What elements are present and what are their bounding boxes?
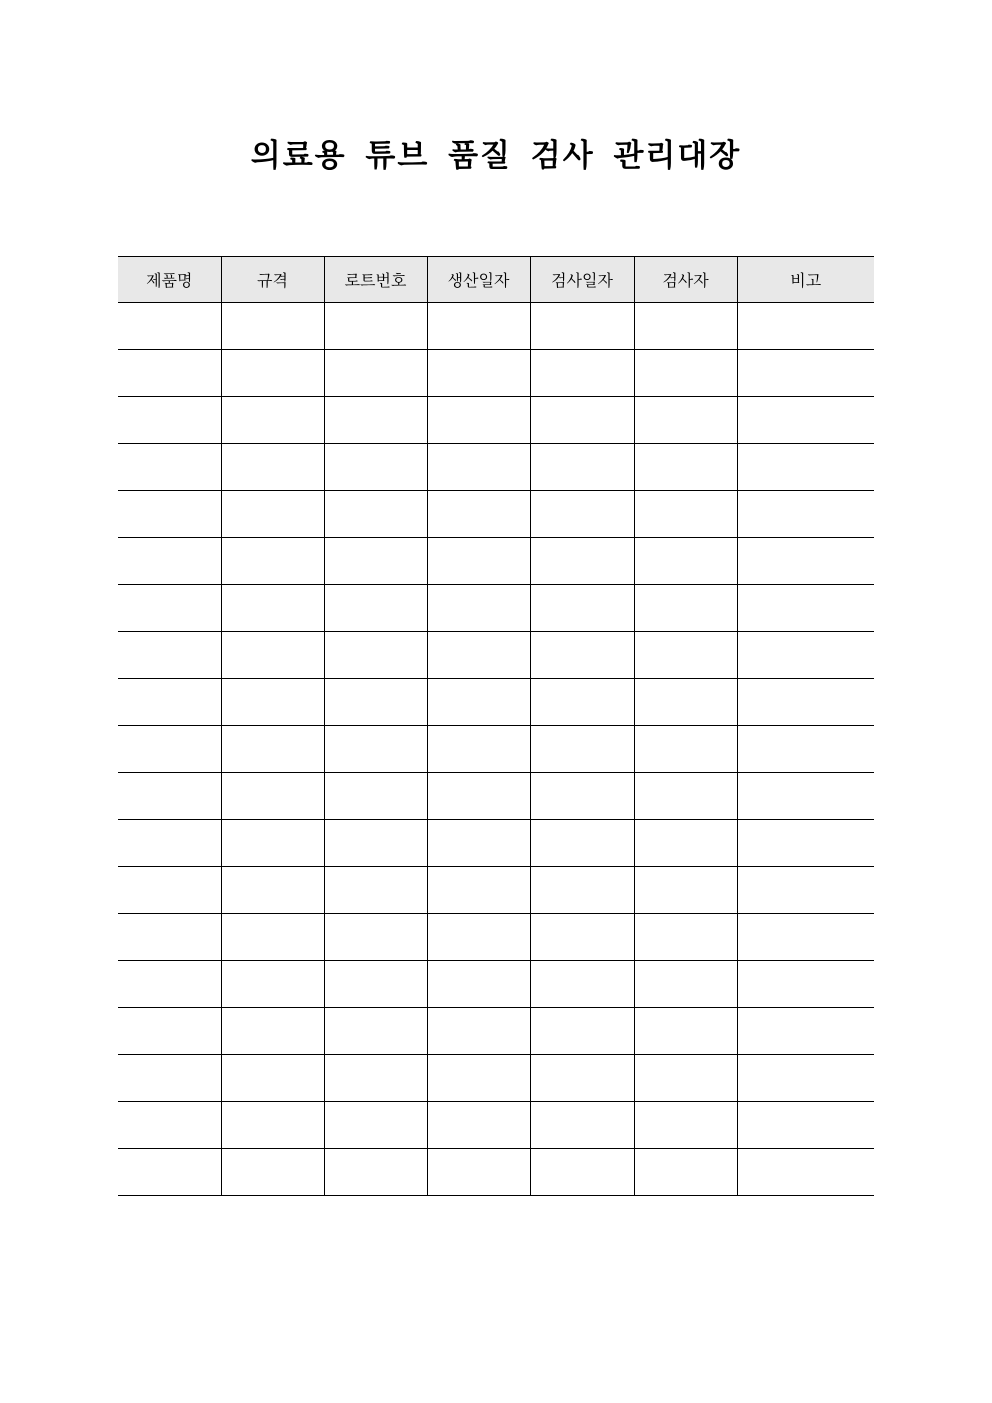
cell-production-date[interactable] bbox=[427, 1102, 530, 1149]
cell-inspection-date[interactable] bbox=[530, 867, 634, 914]
cell-lot-number[interactable] bbox=[324, 538, 427, 585]
cell-specification[interactable] bbox=[221, 867, 324, 914]
cell-production-date[interactable] bbox=[427, 679, 530, 726]
table-row bbox=[118, 773, 874, 820]
cell-production-date[interactable] bbox=[427, 820, 530, 867]
cell-remarks[interactable] bbox=[737, 1102, 874, 1149]
cell-inspector[interactable] bbox=[634, 444, 737, 491]
cell-production-date[interactable] bbox=[427, 303, 530, 350]
header-lot-number: 로트번호 bbox=[324, 257, 427, 303]
cell-specification[interactable] bbox=[221, 914, 324, 961]
cell-lot-number[interactable] bbox=[324, 726, 427, 773]
cell-remarks[interactable] bbox=[737, 1149, 874, 1196]
cell-product-name[interactable] bbox=[118, 1055, 221, 1102]
cell-inspector[interactable] bbox=[634, 538, 737, 585]
cell-inspection-date[interactable] bbox=[530, 1149, 634, 1196]
table-row bbox=[118, 585, 874, 632]
header-inspector: 검사자 bbox=[634, 257, 737, 303]
cell-product-name[interactable] bbox=[118, 632, 221, 679]
cell-production-date[interactable] bbox=[427, 1149, 530, 1196]
cell-lot-number[interactable] bbox=[324, 350, 427, 397]
cell-specification[interactable] bbox=[221, 538, 324, 585]
cell-inspector[interactable] bbox=[634, 1008, 737, 1055]
cell-inspector[interactable] bbox=[634, 632, 737, 679]
cell-product-name[interactable] bbox=[118, 773, 221, 820]
cell-lot-number[interactable] bbox=[324, 491, 427, 538]
table-row bbox=[118, 726, 874, 773]
header-remarks: 비고 bbox=[737, 257, 874, 303]
table-row bbox=[118, 444, 874, 491]
cell-product-name[interactable] bbox=[118, 1149, 221, 1196]
cell-specification[interactable] bbox=[221, 444, 324, 491]
table-row bbox=[118, 1149, 874, 1196]
cell-inspection-date[interactable] bbox=[530, 773, 634, 820]
cell-inspection-date[interactable] bbox=[530, 1055, 634, 1102]
table-row bbox=[118, 397, 874, 444]
cell-production-date[interactable] bbox=[427, 726, 530, 773]
cell-lot-number[interactable] bbox=[324, 585, 427, 632]
header-product-name: 제품명 bbox=[118, 257, 221, 303]
cell-lot-number[interactable] bbox=[324, 867, 427, 914]
cell-product-name[interactable] bbox=[118, 303, 221, 350]
cell-product-name[interactable] bbox=[118, 491, 221, 538]
cell-inspection-date[interactable] bbox=[530, 679, 634, 726]
cell-specification[interactable] bbox=[221, 585, 324, 632]
cell-inspector[interactable] bbox=[634, 350, 737, 397]
cell-inspector[interactable] bbox=[634, 726, 737, 773]
cell-product-name[interactable] bbox=[118, 585, 221, 632]
header-row bbox=[118, 257, 874, 303]
cell-lot-number[interactable] bbox=[324, 1055, 427, 1102]
cell-production-date[interactable] bbox=[427, 538, 530, 585]
cell-lot-number[interactable] bbox=[324, 820, 427, 867]
cell-remarks[interactable] bbox=[737, 1008, 874, 1055]
cell-specification[interactable] bbox=[221, 397, 324, 444]
cell-inspection-date[interactable] bbox=[530, 1008, 634, 1055]
cell-lot-number[interactable] bbox=[324, 397, 427, 444]
cell-product-name[interactable] bbox=[118, 1008, 221, 1055]
cell-production-date[interactable] bbox=[427, 867, 530, 914]
cell-production-date[interactable] bbox=[427, 350, 530, 397]
cell-remarks[interactable] bbox=[737, 491, 874, 538]
cell-remarks[interactable] bbox=[737, 632, 874, 679]
cell-remarks[interactable] bbox=[737, 397, 874, 444]
cell-remarks[interactable] bbox=[737, 538, 874, 585]
cell-inspector[interactable] bbox=[634, 679, 737, 726]
cell-lot-number[interactable] bbox=[324, 773, 427, 820]
cell-lot-number[interactable] bbox=[324, 914, 427, 961]
cell-specification[interactable] bbox=[221, 773, 324, 820]
table-row bbox=[118, 538, 874, 585]
cell-specification[interactable] bbox=[221, 1102, 324, 1149]
cell-lot-number[interactable] bbox=[324, 444, 427, 491]
cell-product-name[interactable] bbox=[118, 726, 221, 773]
cell-remarks[interactable] bbox=[737, 303, 874, 350]
cell-product-name[interactable] bbox=[118, 350, 221, 397]
cell-product-name[interactable] bbox=[118, 397, 221, 444]
cell-inspection-date[interactable] bbox=[530, 303, 634, 350]
table-row bbox=[118, 303, 874, 350]
cell-production-date[interactable] bbox=[427, 444, 530, 491]
page-title: 의료용 튜브 품질 검사 관리대장 bbox=[250, 138, 742, 174]
cell-remarks[interactable] bbox=[737, 773, 874, 820]
inspection-ledger-table bbox=[118, 256, 874, 1196]
cell-specification[interactable] bbox=[221, 350, 324, 397]
table-row bbox=[118, 867, 874, 914]
cell-inspector[interactable] bbox=[634, 961, 737, 1008]
cell-specification[interactable] bbox=[221, 679, 324, 726]
cell-product-name[interactable] bbox=[118, 820, 221, 867]
cell-product-name[interactable] bbox=[118, 961, 221, 1008]
table-row bbox=[118, 632, 874, 679]
table-row bbox=[118, 1055, 874, 1102]
cell-production-date[interactable] bbox=[427, 585, 530, 632]
cell-product-name[interactable] bbox=[118, 444, 221, 491]
cell-production-date[interactable] bbox=[427, 491, 530, 538]
cell-specification[interactable] bbox=[221, 1055, 324, 1102]
cell-specification[interactable] bbox=[221, 632, 324, 679]
cell-specification[interactable] bbox=[221, 1149, 324, 1196]
table-row bbox=[118, 350, 874, 397]
cell-remarks[interactable] bbox=[737, 679, 874, 726]
table-row bbox=[118, 1008, 874, 1055]
table-row bbox=[118, 491, 874, 538]
cell-lot-number[interactable] bbox=[324, 679, 427, 726]
table-row bbox=[118, 820, 874, 867]
cell-inspection-date[interactable] bbox=[530, 491, 634, 538]
cell-remarks[interactable] bbox=[737, 820, 874, 867]
cell-remarks[interactable] bbox=[737, 444, 874, 491]
cell-lot-number[interactable] bbox=[324, 961, 427, 1008]
cell-production-date[interactable] bbox=[427, 397, 530, 444]
cell-lot-number[interactable] bbox=[324, 1102, 427, 1149]
cell-inspection-date[interactable] bbox=[530, 538, 634, 585]
cell-production-date[interactable] bbox=[427, 961, 530, 1008]
header-inspection-date: 검사일자 bbox=[530, 257, 634, 303]
cell-specification[interactable] bbox=[221, 961, 324, 1008]
cell-inspector[interactable] bbox=[634, 491, 737, 538]
table-row bbox=[118, 914, 874, 961]
cell-production-date[interactable] bbox=[427, 914, 530, 961]
cell-inspection-date[interactable] bbox=[530, 350, 634, 397]
cell-production-date[interactable] bbox=[427, 773, 530, 820]
cell-production-date[interactable] bbox=[427, 632, 530, 679]
cell-inspector[interactable] bbox=[634, 1149, 737, 1196]
cell-remarks[interactable] bbox=[737, 350, 874, 397]
cell-inspection-date[interactable] bbox=[530, 1102, 634, 1149]
cell-specification[interactable] bbox=[221, 491, 324, 538]
cell-production-date[interactable] bbox=[427, 1055, 530, 1102]
cell-inspector[interactable] bbox=[634, 820, 737, 867]
cell-product-name[interactable] bbox=[118, 679, 221, 726]
cell-inspection-date[interactable] bbox=[530, 585, 634, 632]
table-row bbox=[118, 679, 874, 726]
cell-product-name[interactable] bbox=[118, 914, 221, 961]
cell-remarks[interactable] bbox=[737, 961, 874, 1008]
cell-remarks[interactable] bbox=[737, 914, 874, 961]
cell-specification[interactable] bbox=[221, 726, 324, 773]
cell-lot-number[interactable] bbox=[324, 1149, 427, 1196]
cell-specification[interactable] bbox=[221, 820, 324, 867]
cell-inspection-date[interactable] bbox=[530, 820, 634, 867]
cell-inspector[interactable] bbox=[634, 914, 737, 961]
cell-lot-number[interactable] bbox=[324, 303, 427, 350]
header-specification: 규격 bbox=[221, 257, 324, 303]
cell-inspector[interactable] bbox=[634, 397, 737, 444]
table-row bbox=[118, 961, 874, 1008]
cell-specification[interactable] bbox=[221, 1008, 324, 1055]
table-body bbox=[118, 303, 874, 1196]
cell-product-name[interactable] bbox=[118, 867, 221, 914]
cell-lot-number[interactable] bbox=[324, 632, 427, 679]
cell-product-name[interactable] bbox=[118, 1102, 221, 1149]
cell-inspection-date[interactable] bbox=[530, 726, 634, 773]
cell-inspection-date[interactable] bbox=[530, 632, 634, 679]
cell-inspector[interactable] bbox=[634, 1055, 737, 1102]
table-row bbox=[118, 1102, 874, 1149]
header-production-date: 생산일자 bbox=[427, 257, 530, 303]
cell-product-name[interactable] bbox=[118, 538, 221, 585]
cell-remarks[interactable] bbox=[737, 1055, 874, 1102]
cell-inspector[interactable] bbox=[634, 773, 737, 820]
cell-inspector[interactable] bbox=[634, 867, 737, 914]
cell-production-date[interactable] bbox=[427, 1008, 530, 1055]
cell-remarks[interactable] bbox=[737, 726, 874, 773]
cell-inspector[interactable] bbox=[634, 1102, 737, 1149]
cell-specification[interactable] bbox=[221, 303, 324, 350]
cell-lot-number[interactable] bbox=[324, 1008, 427, 1055]
cell-inspector[interactable] bbox=[634, 303, 737, 350]
cell-remarks[interactable] bbox=[737, 585, 874, 632]
cell-inspector[interactable] bbox=[634, 585, 737, 632]
cell-inspection-date[interactable] bbox=[530, 397, 634, 444]
cell-inspection-date[interactable] bbox=[530, 444, 634, 491]
cell-inspection-date[interactable] bbox=[530, 914, 634, 961]
cell-remarks[interactable] bbox=[737, 867, 874, 914]
cell-inspection-date[interactable] bbox=[530, 961, 634, 1008]
